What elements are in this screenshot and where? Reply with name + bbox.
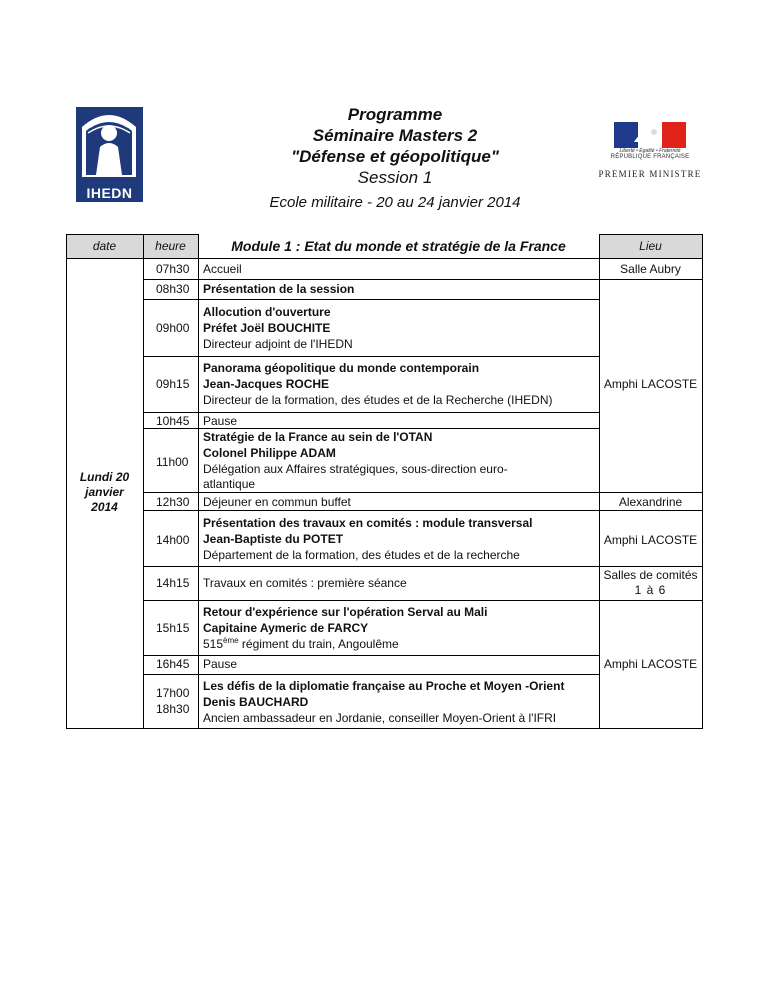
time-cell: 16h45 [156, 657, 190, 671]
session-text: Déjeuner en commun buffet [203, 495, 351, 509]
speaker-role: Délégation aux Affaires stratégiques, sous-direction euro- [203, 462, 508, 476]
lieu-amphi-lacoste: Amphi LACOSTE [603, 657, 698, 671]
border [143, 412, 600, 413]
session-title: Retour d'expérience sur l'opération Serval au Mali [203, 605, 488, 619]
border [66, 728, 703, 729]
session-text: Travaux en comités : première séance [203, 576, 407, 590]
border [66, 258, 703, 259]
border [143, 510, 703, 511]
header-date: date [92, 239, 117, 253]
programme-title [230, 104, 560, 188]
lieu-amphi-lacoste: Amphi LACOSTE [603, 533, 698, 547]
time-cell: 07h30 [156, 262, 190, 276]
border [143, 566, 703, 567]
time-cell: 17h00 [156, 686, 190, 700]
speaker-role: Directeur de la formation, des études et de la Recherche (IHEDN) [203, 393, 553, 407]
time-cell-end: 18h30 [156, 702, 190, 716]
date-line: janvier [85, 485, 124, 499]
time-cell: 09h15 [156, 377, 190, 391]
time-cell: 10h45 [156, 414, 190, 428]
session-text: Accueil [203, 262, 242, 276]
premier-ministre-label: PREMIER MINISTRE [598, 169, 702, 179]
border [143, 299, 600, 300]
ordinal-suffix: ème [223, 636, 239, 645]
speaker-name: Capitaine Aymeric de FARCY [203, 621, 369, 635]
border [143, 600, 703, 601]
rf-motto: Liberté • Égalité • Fraternité [619, 148, 681, 154]
border [143, 492, 600, 493]
border [143, 356, 600, 357]
speaker-role: Directeur adjoint de l'IHEDN [203, 337, 353, 351]
lieu-amphi-lacoste: Amphi LACOSTE [603, 377, 698, 391]
session-title: Stratégie de la France au sein de l'OTAN [203, 430, 433, 444]
lieu-salles-line: 1 à 6 [634, 583, 667, 597]
speaker-role: atlantique [203, 477, 256, 491]
time-cell: 09h00 [156, 321, 190, 335]
speaker-name: Jean-Jacques ROCHE [203, 377, 330, 391]
title-session: Session 1 [357, 168, 433, 187]
lieu-salles-comites [599, 568, 702, 598]
session-text: Pause [203, 657, 238, 671]
time-cell: 14h15 [156, 576, 190, 590]
lieu-salle-aubry: Salle Aubry [620, 262, 681, 276]
lieu-alexandrine: Alexandrine [618, 495, 683, 509]
title-seminaire: Séminaire Masters 2 [312, 126, 478, 145]
date-line: Lundi 20 [79, 470, 130, 484]
border [599, 234, 703, 235]
speaker-role [203, 637, 399, 652]
date-cell [66, 470, 143, 515]
border [143, 674, 600, 675]
border [143, 655, 600, 656]
session-title: Les défis de la diplomatie française au Proche et Moyen -Orient [203, 679, 565, 693]
session-title: Allocution d'ouverture [203, 305, 331, 319]
header-heure: heure [155, 239, 186, 253]
lieu-salles-line: Salles de comités [603, 568, 698, 582]
title-theme: "Défense et géopolitique" [291, 147, 499, 166]
speaker-name: Denis BAUCHARD [203, 695, 309, 709]
speaker-name: Préfet Joël BOUCHITE [203, 321, 331, 335]
time-cell: 14h00 [156, 533, 190, 547]
session-text: Pause [203, 414, 238, 428]
time-cell: 12h30 [156, 495, 190, 509]
speaker-name: Jean-Baptiste du POTET [203, 532, 344, 546]
session-text: Présentation de la session [203, 282, 355, 296]
subtitle-location-dates: Ecole militaire - 20 au 24 janvier 2014 [269, 194, 521, 211]
date-line: 2014 [91, 500, 118, 514]
title-programme: Programme [347, 105, 443, 124]
border [143, 279, 703, 280]
border [702, 234, 703, 729]
speaker-name: Colonel Philippe ADAM [203, 446, 336, 460]
regiment-number: 515 [203, 637, 224, 651]
header-module: Module 1 : Etat du monde et stratégie de la France [231, 238, 566, 254]
speaker-role: Ancien ambassadeur en Jordanie, conseiller Moyen-Orient à l'IFRI [203, 711, 557, 725]
regiment-name: régiment du train, Angoulême [238, 637, 399, 651]
time-cell: 08h30 [156, 282, 190, 296]
speaker-role: Département de la formation, des études et de la recherche [203, 548, 520, 562]
time-cell: 11h00 [156, 455, 189, 469]
session-title: Présentation des travaux en comités : module transversal [203, 516, 533, 530]
ihedn-logo-text: IHEDN [86, 185, 133, 201]
border [66, 234, 199, 235]
time-cell: 15h15 [156, 621, 190, 635]
rf-name: RÉPUBLIQUE FRANÇAISE [610, 154, 690, 160]
header-lieu: Lieu [639, 239, 662, 253]
session-title: Panorama géopolitique du monde contemporain [203, 361, 480, 375]
republique-francaise-logo [614, 122, 686, 148]
border [599, 492, 703, 493]
